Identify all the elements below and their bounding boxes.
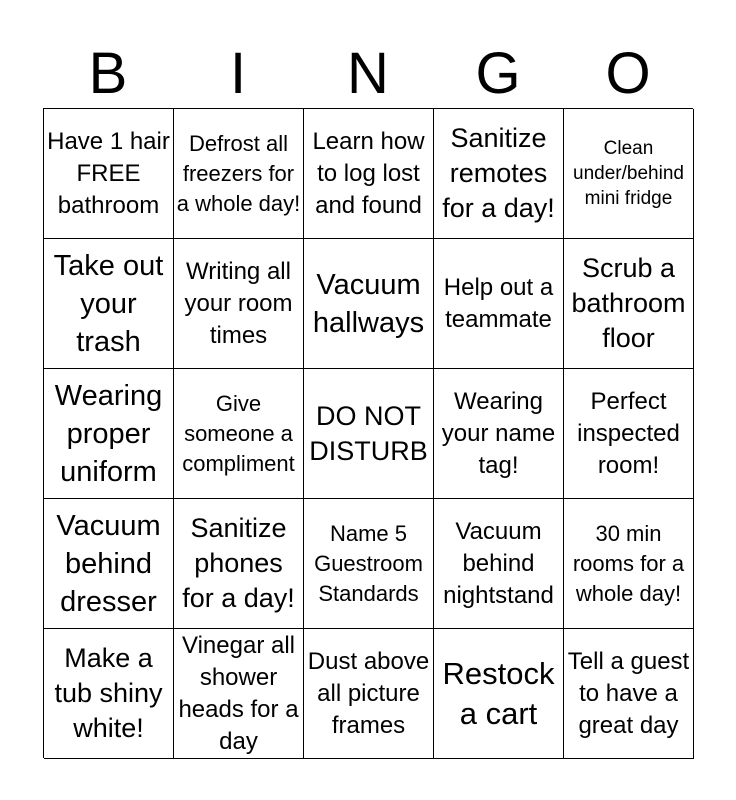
- cell-text: Dust above all picture frames: [307, 647, 430, 739]
- cell-text: Give someone a compliment: [182, 390, 295, 476]
- cell-text: Have 1 hair FREE bathroom: [47, 127, 170, 219]
- bingo-cell[interactable]: [564, 239, 694, 369]
- bingo-cell[interactable]: [304, 369, 434, 499]
- cell-text: Take out your trash: [53, 249, 164, 358]
- bingo-cell[interactable]: [304, 239, 434, 369]
- bingo-cell[interactable]: [174, 239, 304, 369]
- header-letter-n: N: [347, 41, 389, 106]
- cell-text: Make a tub shiny white!: [54, 643, 163, 743]
- bingo-cell[interactable]: [44, 109, 174, 239]
- bingo-cell[interactable]: [434, 239, 564, 369]
- header-letter-o: O: [605, 41, 651, 106]
- cell-text: Perfect inspected room!: [577, 387, 680, 479]
- bingo-cell[interactable]: [174, 499, 304, 629]
- cell-text: Vacuum behind nightstand: [443, 517, 554, 609]
- bingo-cell[interactable]: [174, 629, 304, 759]
- bingo-cell[interactable]: [44, 239, 174, 369]
- bingo-cell[interactable]: [44, 629, 174, 759]
- bingo-cell[interactable]: [434, 109, 564, 239]
- cell-text: Name 5 Guestroom Standards: [314, 520, 423, 606]
- cell-text: Vacuum hallways: [312, 268, 425, 339]
- cell-text: Defrost all freezers for a whole day!: [176, 130, 301, 216]
- bingo-cell[interactable]: [304, 629, 434, 759]
- cell-text: 30 min rooms for a whole day!: [572, 520, 685, 606]
- bingo-cell[interactable]: [564, 369, 694, 499]
- bingo-board: [43, 108, 693, 758]
- bingo-cell[interactable]: [434, 369, 564, 499]
- cell-text: Wearing proper uniform: [54, 379, 163, 488]
- cell-text: Scrub a bathroom floor: [571, 253, 686, 353]
- cell-text: Vinegar all shower heads for a day: [178, 631, 299, 755]
- header-letter-b: B: [88, 41, 128, 106]
- header-letter-i: I: [229, 41, 247, 106]
- bingo-cell[interactable]: [564, 109, 694, 239]
- bingo-cell[interactable]: [304, 499, 434, 629]
- bingo-cell[interactable]: [174, 369, 304, 499]
- bingo-cell[interactable]: [434, 499, 564, 629]
- bingo-cell[interactable]: [44, 369, 174, 499]
- cell-text: Help out a teammate: [443, 273, 554, 333]
- bingo-cell[interactable]: [434, 629, 564, 759]
- cell-text: Tell a guest to have a great day: [567, 647, 690, 739]
- bingo-cell[interactable]: [44, 499, 174, 629]
- cell-text: Writing all your room times: [184, 257, 293, 349]
- cell-text: DO NOT DISTURB: [309, 400, 428, 466]
- cell-text: Clean under/behind mini fridge: [573, 138, 684, 209]
- bingo-cell[interactable]: [304, 109, 434, 239]
- bingo-header: [43, 40, 693, 108]
- cell-text: Sanitize remotes for a day!: [442, 123, 555, 223]
- cell-text: Sanitize phones for a day!: [182, 513, 295, 613]
- cell-text: Wearing your name tag!: [441, 387, 556, 479]
- cell-text: Learn how to log lost and found: [312, 127, 425, 219]
- cell-text: Vacuum behind dresser: [56, 509, 161, 618]
- cell-text: Restock a cart: [442, 655, 555, 731]
- header-letter-g: G: [475, 41, 521, 106]
- bingo-cell[interactable]: [174, 109, 304, 239]
- bingo-cell[interactable]: [564, 499, 694, 629]
- bingo-cell[interactable]: [564, 629, 694, 759]
